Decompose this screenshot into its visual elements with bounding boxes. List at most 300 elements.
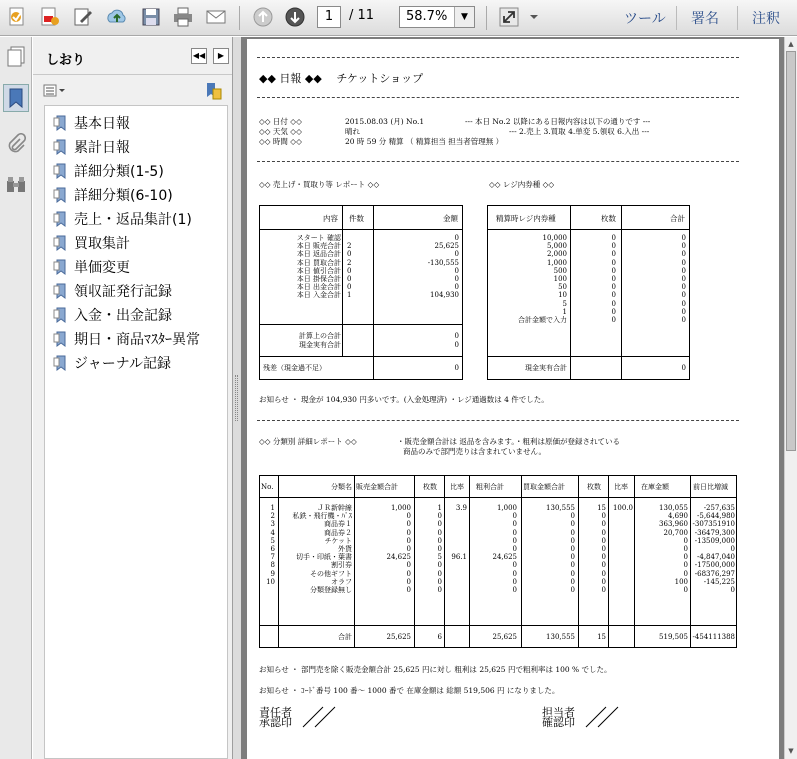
email-icon[interactable]	[204, 5, 228, 29]
register-row-count: 0	[611, 299, 616, 308]
register-header-count: 枚数	[601, 214, 616, 223]
sales-row-amount: 0	[454, 250, 459, 259]
register-row-denom: 100	[553, 274, 567, 283]
sales-row-label: 本日 返品合計	[296, 250, 341, 259]
difference-value: 0	[454, 364, 459, 372]
detail-total-buy-qty: 15	[597, 633, 606, 641]
detail-row-profit: 0	[512, 512, 517, 521]
edit-pdf-icon[interactable]	[38, 5, 62, 29]
notice-3: お知らせ ・ ｺｰﾄﾞ番号 100 番～ 1000 番で 在庫金額は 総額 519,506 円 になりました。	[259, 686, 560, 695]
expand-icon[interactable]	[497, 5, 521, 29]
detail-col-no	[260, 504, 275, 594]
bookmark-item[interactable]	[53, 208, 192, 230]
detail-row-buy-qty: 0	[601, 536, 606, 545]
bookmark-item[interactable]	[53, 112, 130, 134]
register-row-total: 0	[681, 274, 686, 283]
bookmark-item-label: 単価変更	[74, 260, 130, 276]
detail-row-buy-qty: 0	[601, 569, 606, 578]
detail-row-no: 5	[270, 536, 275, 545]
detail-row-diff: -145,225	[703, 577, 735, 586]
detail-row-buy: 0	[570, 528, 575, 537]
detail-row-sales-ratio	[446, 545, 467, 553]
detail-row-name: 分類登録無し	[310, 585, 352, 594]
attachment-icon[interactable]	[3, 130, 29, 158]
detail-row-stock: 4,690	[667, 512, 688, 521]
detail-row-buy-ratio	[609, 537, 633, 545]
detail-row-buy: 0	[570, 520, 575, 529]
detail-row-diff: -17500,000	[694, 561, 735, 570]
page-number-input[interactable]: 1	[317, 6, 341, 28]
detail-header-buy: 買取金額合計	[523, 483, 565, 491]
detail-row-buy-ratio	[609, 561, 633, 569]
detail-row-sales-ratio: 96.1	[451, 553, 467, 562]
sign-left-1: 責任者	[259, 706, 292, 719]
detail-row-sales: 0	[406, 577, 411, 586]
detail-row-name: 外貨	[338, 544, 352, 553]
detail-row-profit: 0	[512, 536, 517, 545]
detail-row-profit: 24,625	[492, 553, 517, 562]
options-menu-icon[interactable]	[43, 83, 67, 99]
detail-row-diff: -36479,300	[694, 528, 735, 537]
bookmark-item-icon	[53, 283, 67, 299]
detail-row-buy-qty: 0	[601, 528, 606, 537]
register-header-denom: 精算時レジ内券種	[496, 214, 556, 223]
detail-row-sales: 0	[406, 520, 411, 529]
sales-row-label: スタート 確認	[296, 234, 341, 242]
register-row-denom: 5,000	[546, 242, 567, 251]
detail-row-buy-ratio	[609, 512, 633, 520]
weather-value: 晴れ	[345, 127, 360, 136]
register-row-total: 0	[681, 250, 686, 259]
detail-row-diff: -68376,297	[694, 569, 735, 578]
sales-row-amount: -130,555	[427, 258, 459, 267]
detail-col-profit	[471, 504, 517, 594]
detail-row-buy: 130,555	[546, 504, 575, 512]
sales-header-amount: 金額	[443, 214, 458, 223]
detail-row-stock: 0	[683, 536, 688, 545]
document-viewer	[241, 37, 784, 759]
bookmark-list	[44, 105, 228, 759]
detail-row-stock: 0	[683, 561, 688, 570]
detail-row-sales-qty: 0	[437, 569, 442, 578]
detail-row-buy-ratio	[609, 545, 633, 553]
detail-row-stock: 0	[683, 553, 688, 562]
bookmark-icon[interactable]	[3, 84, 29, 112]
pages-icon[interactable]	[3, 43, 29, 71]
sales-row-count: 1	[347, 291, 352, 300]
detail-col-stock	[636, 504, 688, 594]
sales-row-amount: 25,625	[434, 242, 459, 251]
sales-row-label: 本日 販売合計	[296, 242, 341, 251]
sales-counts	[347, 234, 367, 300]
detail-row-name: 商品券１	[324, 520, 352, 529]
detail-header-stock: 在庫金額	[641, 483, 669, 491]
detail-row-no: 10	[266, 577, 275, 586]
detail-row-buy-qty: 0	[601, 544, 606, 553]
detail-row-diff: -307351910	[692, 520, 735, 529]
detail-row-sales: 0	[406, 569, 411, 578]
detail-row-buy-ratio	[609, 578, 633, 586]
time-label: ◇◇ 時間 ◇◇	[259, 137, 302, 146]
scroll-up-icon[interactable]: ▲	[788, 40, 794, 48]
detail-total-profit: 25,625	[492, 633, 517, 641]
print-icon[interactable]	[171, 5, 195, 29]
detail-row-name: 商品券２	[324, 528, 352, 537]
detail-row-buy: 0	[570, 553, 575, 562]
page-count: / 11	[349, 8, 375, 23]
panel-title: しおり	[46, 53, 86, 68]
detail-row-no: 9	[270, 569, 275, 578]
bookmark-item[interactable]	[53, 136, 130, 158]
bookmark-item[interactable]	[53, 160, 164, 182]
detail-row-buy-qty: 0	[601, 520, 606, 529]
register-header-total: 合計	[670, 214, 685, 223]
register-row-denom: 1	[562, 307, 567, 316]
sales-row-amount: 0	[454, 283, 459, 292]
time-value: 20 時 59 分 精算 （ 精算担当 担当者管理無 ）	[345, 137, 504, 146]
detail-col-sales-qty	[416, 504, 442, 594]
sales-row-label: 本日 出金合計	[296, 283, 341, 292]
register-row-count: 0	[611, 315, 616, 324]
register-row-denom: 10	[558, 291, 567, 300]
detail-row-buy-ratio	[609, 529, 633, 537]
bookmark-item-label: 期日・商品ﾏｽﾀｰ異常	[74, 332, 200, 348]
detail-row-sales: 1,000	[390, 504, 411, 512]
upload-icon[interactable]	[105, 5, 129, 29]
sales-row-amount: 104,930	[430, 291, 459, 300]
register-totals	[623, 234, 686, 324]
sign-right-2: 確認印	[542, 716, 575, 729]
scroll-thumb[interactable]	[786, 51, 796, 451]
actual-total-label: 現金実有合計	[299, 341, 341, 349]
detail-total-sales-qty: 6	[437, 633, 442, 641]
detail-row-buy: 0	[570, 512, 575, 521]
detail-total-buy: 130,555	[546, 633, 575, 641]
bookmark-item-label: 詳細分類(6-10)	[74, 188, 173, 204]
detail-col-sales	[356, 504, 411, 594]
register-row-total: 0	[681, 242, 686, 251]
register-row-count: 0	[611, 234, 616, 242]
detail-header-sales-ratio: 比率	[450, 483, 464, 491]
detail-row-no: 2	[270, 512, 275, 521]
detail-row-sales: 0	[406, 512, 411, 521]
detail-row-no: 8	[270, 561, 275, 570]
register-row-denom: 2,000	[546, 250, 567, 259]
sales-row-count	[347, 234, 367, 242]
sales-row-count: 0	[347, 266, 352, 275]
register-row-count: 0	[611, 307, 616, 316]
detail-row-sales-ratio	[446, 512, 467, 520]
chevron-down-icon[interactable]	[527, 5, 541, 29]
weather-label: ◇◇ 天気 ◇◇	[259, 127, 302, 136]
splitter-grip[interactable]	[235, 375, 238, 421]
detail-row-sales-qty: 1	[437, 504, 442, 512]
detail-row-sales-qty: 0	[437, 544, 442, 553]
register-row-denom: 1,000	[546, 258, 567, 267]
bookmark-item-icon	[53, 355, 67, 371]
detail-row-buy: 0	[570, 544, 575, 553]
detail-row-sales-qty: 0	[437, 561, 442, 570]
detail-row-sales-qty: 0	[437, 528, 442, 537]
detail-row-buy-qty: 0	[601, 512, 606, 521]
sign-button[interactable]: 署名	[691, 11, 719, 27]
detail-row-buy-ratio: 100.0	[612, 504, 633, 512]
doc-title: ◆◆ 日報 ◆◆ チケットショップ	[259, 72, 424, 85]
detail-row-name: チケット	[324, 536, 352, 545]
collapse-panel-button[interactable]: ◀◀	[191, 48, 207, 64]
sign-right-slash	[582, 705, 622, 729]
bookmark-item[interactable]	[53, 352, 171, 374]
detail-row-buy: 0	[570, 569, 575, 578]
sales-header-count: 件数	[349, 214, 364, 223]
register-row-total: 0	[681, 307, 686, 316]
bookmark-item[interactable]	[53, 184, 173, 206]
binoculars-icon[interactable]	[3, 171, 29, 199]
register-row-denom: 10,000	[542, 234, 567, 242]
detail-row-no: 3	[270, 520, 275, 529]
detail-row-diff: 0	[730, 585, 735, 594]
register-denoms	[489, 234, 567, 324]
detail-row-sales: 0	[406, 585, 411, 594]
detail-col-sales-ratio	[446, 504, 467, 594]
register-row-total: 0	[681, 315, 686, 324]
detail-row-profit: 1,000	[496, 504, 517, 512]
sign-left-slash	[299, 705, 339, 729]
sales-row-count: 0	[347, 283, 352, 292]
new-bookmark-icon[interactable]	[203, 81, 223, 101]
tools-button[interactable]: ツール	[624, 11, 666, 27]
detail-row-name: 切手・印紙・葉書	[296, 553, 352, 562]
sales-labels	[261, 234, 341, 300]
detail-row-buy-ratio	[609, 553, 633, 561]
detail-row-sales-ratio	[446, 578, 467, 586]
register-row-total: 0	[681, 299, 686, 308]
detail-row-sales-qty: 0	[437, 520, 442, 529]
detail-row-buy-ratio	[609, 570, 633, 578]
register-actual-label: 現金実有合計	[525, 364, 567, 372]
note-line-2: --- 2.売上 3.買取 4.単変 5.領収 6.入出 ---	[509, 127, 650, 136]
detail-report-title: ◇◇ 分類別 詳細レポート ◇◇	[259, 437, 357, 446]
bookmark-item[interactable]	[53, 328, 200, 350]
register-row-count: 0	[611, 283, 616, 292]
detail-row-sales-ratio	[446, 520, 467, 528]
next-panel-button[interactable]: ▶	[213, 48, 229, 64]
detail-col-buy-ratio	[609, 504, 633, 594]
bookmark-item-label: 領収証発行記録	[74, 284, 172, 300]
sales-row-amount: 0	[454, 266, 459, 275]
actual-total-value: 0	[454, 341, 459, 349]
register-row-denom: 50	[558, 283, 567, 292]
register-row-total: 0	[681, 258, 686, 267]
detail-header-sales-qty: 枚数	[423, 483, 437, 491]
calc-total-label: 計算上の合計	[299, 332, 341, 340]
register-counts	[572, 234, 616, 324]
detail-header-no: No.	[261, 483, 274, 491]
detail-note-1: ・販売金額合計は 返品を含みます。・粗利は原価が登録されている	[397, 437, 621, 446]
detail-row-sales-ratio	[446, 529, 467, 537]
save-icon[interactable]	[139, 5, 163, 29]
detail-row-diff: -5,644,980	[697, 512, 735, 521]
sales-row-count: 2	[347, 242, 352, 251]
detail-header-profit: 粗利合計	[476, 483, 504, 491]
detail-row-sales-qty: 0	[437, 585, 442, 594]
register-row-denom: 500	[553, 266, 567, 275]
bookmark-item-icon	[53, 139, 67, 155]
note-line-1: --- 本日 No.2 以降にある日報内容は以下の通りです ---	[465, 117, 651, 126]
detail-col-buy	[523, 504, 575, 594]
zoom-value: 58.7%	[406, 9, 448, 24]
scroll-down-icon[interactable]: ▼	[788, 747, 794, 755]
sales-row-amount: 0	[454, 234, 459, 242]
detail-row-stock: 363,960	[659, 520, 688, 529]
panel-splitter[interactable]	[233, 37, 241, 759]
register-row-denom: 5	[562, 299, 567, 308]
detail-row-profit: 0	[512, 569, 517, 578]
detail-row-stock: 130,055	[659, 504, 688, 512]
detail-row-profit: 0	[512, 585, 517, 594]
detail-row-buy-ratio	[609, 520, 633, 528]
detail-row-buy-ratio	[609, 586, 633, 594]
zoom-select[interactable]	[399, 6, 475, 28]
register-row-denom: 合計金額で入力	[518, 315, 567, 324]
zoom-dropdown-icon[interactable]: ▼	[454, 7, 474, 27]
register-row-total: 0	[681, 266, 686, 275]
bookmark-item-icon	[53, 331, 67, 347]
notice-2: お知らせ ・ 部門売を除く販売金額合計 25,625 円に対し 粗利は 25,625 円で粗利率は 100 % でした。	[259, 665, 612, 674]
sales-row-count: 2	[347, 258, 352, 267]
detail-row-diff: -13509,000	[694, 536, 735, 545]
edit-icon[interactable]	[71, 5, 95, 29]
detail-total-label: 合計	[338, 633, 352, 641]
sales-row-count: 0	[347, 274, 352, 283]
notice-1: お知らせ ・ 現金が 104,930 円多いです。(入金処理済) ・レジ通過数は 4 件でした。	[259, 395, 549, 404]
sales-row-label: 本日 買取合計	[296, 258, 341, 267]
detail-row-profit: 0	[512, 520, 517, 529]
register-row-count: 0	[611, 274, 616, 283]
detail-header-name: 分類名	[331, 483, 352, 491]
detail-row-buy: 0	[570, 536, 575, 545]
detail-row-name: 私鉄・飛行機・ﾊﾞｽ	[292, 512, 352, 521]
detail-row-profit: 0	[512, 561, 517, 570]
detail-row-sales: 24,625	[386, 553, 411, 562]
calc-total-value: 0	[454, 332, 459, 340]
detail-row-sales-ratio	[446, 586, 467, 594]
detail-total-diff: -454111388	[692, 633, 735, 641]
detail-row-sales-ratio: 3.9	[455, 504, 467, 512]
sales-row-label: 本日 掛保合計	[296, 274, 341, 283]
detail-row-diff: -4,847,040	[697, 553, 735, 562]
vertical-scrollbar[interactable]	[784, 37, 797, 759]
document-page	[247, 39, 779, 759]
detail-note-2: 商品のみで部門売りは含まれていません。	[403, 447, 546, 456]
detail-header-diff: 前日比増減	[693, 483, 728, 491]
bookmark-item-label: 売上・返品集計(1)	[74, 212, 192, 228]
detail-col-name	[280, 504, 352, 594]
detail-row-sales-ratio	[446, 537, 467, 545]
detail-row-no: 6	[270, 544, 275, 553]
sales-row-count: 0	[347, 250, 352, 259]
comment-button[interactable]: 注釈	[752, 11, 780, 27]
detail-col-diff	[691, 504, 735, 594]
bookmark-item-icon	[53, 235, 67, 251]
register-row-total: 0	[681, 234, 686, 242]
detail-row-no: 4	[270, 528, 275, 537]
bookmark-item[interactable]	[53, 280, 172, 302]
navigation-rail	[0, 37, 32, 759]
detail-row-no	[260, 586, 275, 594]
bookmark-item[interactable]	[53, 232, 130, 254]
detail-col-buy-qty	[580, 504, 606, 594]
detail-row-stock: 0	[683, 585, 688, 594]
sales-report-title: ◇◇ 売上げ・買取り等 レポート ◇◇	[259, 180, 380, 189]
next-page-icon[interactable]	[283, 5, 307, 29]
register-row-count: 0	[611, 266, 616, 275]
create-pdf-icon[interactable]	[6, 5, 30, 29]
detail-row-buy-qty: 15	[597, 504, 606, 512]
register-row-count: 0	[611, 291, 616, 300]
detail-row-no: 7	[270, 553, 275, 562]
register-title: ◇◇ レジ内券種 ◇◇	[489, 180, 555, 189]
bookmark-item-label: 詳細分類(1-5)	[74, 164, 164, 180]
detail-row-sales-qty: 5	[437, 553, 442, 562]
register-row-count: 0	[611, 258, 616, 267]
detail-row-sales-qty: 0	[437, 577, 442, 586]
bookmark-item-icon	[53, 187, 67, 203]
detail-row-sales: 0	[406, 561, 411, 570]
detail-row-buy-qty: 0	[601, 577, 606, 586]
bookmark-item-label: ジャーナル記録	[74, 356, 172, 372]
bookmark-item[interactable]	[53, 304, 172, 326]
difference-label: 残差（現金過不足）	[263, 364, 326, 372]
detail-row-name: 割引券	[331, 561, 352, 570]
bookmarks-panel	[33, 37, 233, 759]
sign-left-2: 承認印	[259, 716, 292, 729]
detail-row-sales: 0	[406, 544, 411, 553]
detail-row-buy-qty: 0	[601, 585, 606, 594]
sales-row-amount: 0	[454, 274, 459, 283]
toolbar	[0, 0, 797, 36]
bookmark-item-label: 買取集計	[74, 236, 130, 252]
detail-row-profit: 0	[512, 544, 517, 553]
detail-row-no: 1	[270, 504, 275, 512]
detail-total-sales: 25,625	[386, 633, 411, 641]
detail-row-sales: 0	[406, 528, 411, 537]
panel-toolbar	[33, 75, 232, 107]
previous-page-icon[interactable]	[251, 5, 275, 29]
detail-row-sales-qty: 0	[437, 512, 442, 521]
detail-row-sales: 0	[406, 536, 411, 545]
detail-row-name: ＪＲ新幹線	[317, 504, 352, 512]
sales-row-label: 本日 値引合計	[296, 266, 341, 275]
date-label: ◇◇ 日付 ◇◇	[259, 117, 302, 126]
detail-row-buy: 0	[570, 561, 575, 570]
detail-row-sales-ratio	[446, 570, 467, 578]
bookmark-item-label: 累計日報	[74, 140, 130, 156]
detail-row-buy-qty: 0	[601, 561, 606, 570]
bookmark-item-icon	[53, 211, 67, 227]
bookmark-item[interactable]	[53, 256, 130, 278]
sales-row-label: 本日 入金合計	[296, 291, 341, 300]
detail-header-sales: 販売金額合計	[356, 483, 398, 491]
detail-row-stock: 100	[674, 577, 688, 586]
sales-amounts	[375, 234, 459, 300]
detail-row-profit: 0	[512, 528, 517, 537]
detail-header-buy-qty: 枚数	[587, 483, 601, 491]
detail-row-sales-qty: 0	[437, 536, 442, 545]
bookmark-item-label: 基本日報	[74, 116, 130, 132]
detail-row-stock: 0	[683, 569, 688, 578]
detail-total-stock: 519,505	[659, 633, 688, 641]
